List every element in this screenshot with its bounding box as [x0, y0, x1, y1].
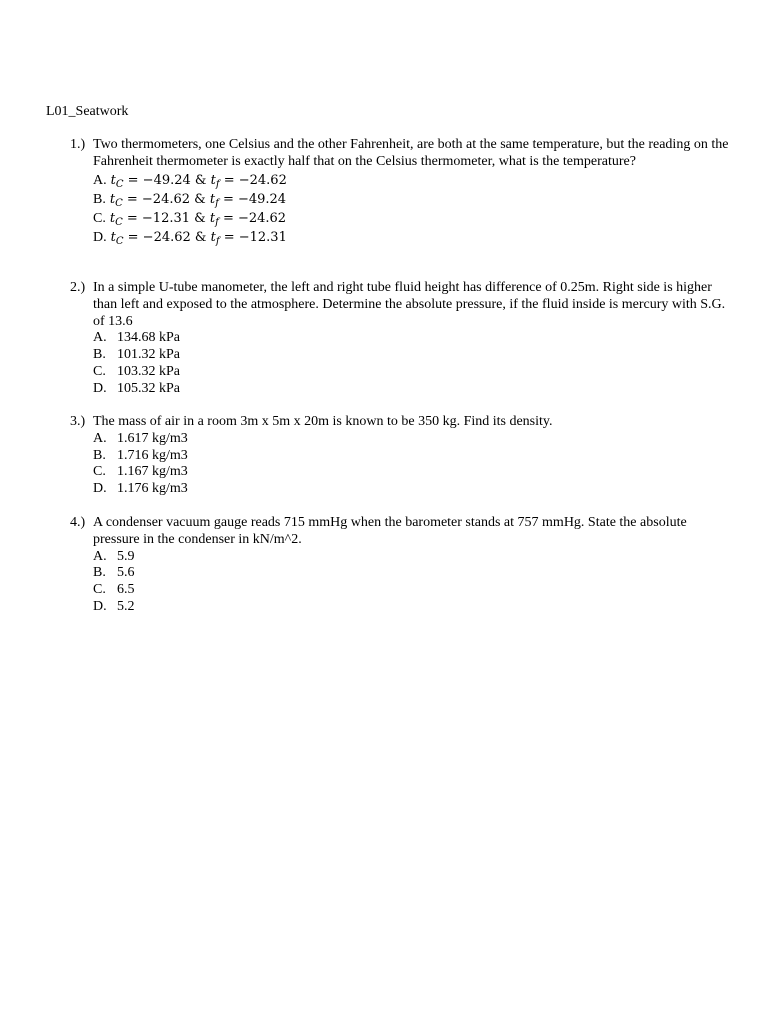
- answer-option-c: [93, 582, 730, 599]
- option-text: 1.617 kg/m3: [117, 430, 188, 446]
- answer-option-d: [93, 599, 730, 616]
- option-text: 5.9: [117, 548, 135, 564]
- question-4: [70, 515, 730, 616]
- option-formula: $t_C = -24.62$ & $t_f = -12.31$: [110, 229, 287, 247]
- tc-value: = −24.62 &: [126, 191, 210, 207]
- option-letter: A.: [93, 548, 107, 564]
- question-text: Two thermometers, one Celsius and the other Fahrenheit, are both at the same temperature, but the reading on the Fahrenheit thermometer is exactly half that on the Celsius thermometer, what is the temperature?: [93, 137, 729, 169]
- question-2-header: [70, 280, 730, 330]
- tc-value: = −24.62 &: [127, 229, 211, 245]
- question-text: A condenser vacuum gauge reads 715 mmHg when the barometer stands at 757 mmHg. State the absolute pressure in the condenser in kN/m^2.: [93, 515, 687, 547]
- option-text: 5.2: [117, 598, 135, 614]
- answer-option-b: [93, 565, 730, 582]
- question-3: [70, 414, 730, 498]
- option-text: 1.176 kg/m3: [117, 481, 188, 497]
- question-number: 4.): [70, 515, 86, 530]
- answer-option-d: [93, 381, 730, 398]
- question-number: 1.): [70, 137, 86, 152]
- option-letter: C.: [93, 464, 106, 480]
- option-letter: C.: [93, 363, 106, 379]
- option-text: 5.6: [117, 565, 135, 581]
- question-text: In a simple U-tube manometer, the left and right tube fluid height has difference of 0.25m. Right side is higher than left and exposed to the atmosphere. Determine the absolute pressure, if the fluid inside is mercury with S.G. of 13.6: [93, 280, 726, 329]
- question-number: 2.): [70, 280, 86, 295]
- option-text: 6.5: [117, 582, 135, 598]
- option-text: 101.32 kPa: [117, 347, 180, 363]
- tc-value: = −12.31 &: [126, 210, 210, 226]
- question-4-header: [70, 515, 730, 549]
- tf-value: = −24.62: [223, 172, 287, 188]
- option-letter: B.: [93, 347, 106, 363]
- option-formula: $t_C = -12.31$ & $t_f = -24.62$: [109, 210, 287, 228]
- option-text: 1.716 kg/m3: [117, 447, 188, 463]
- answer-options: [70, 330, 730, 397]
- answer-options: [70, 431, 730, 498]
- option-letter: A.: [93, 172, 107, 188]
- option-letter: D.: [93, 229, 107, 245]
- tc-value: = −49.24 &: [127, 172, 211, 188]
- option-letter: B.: [93, 565, 106, 581]
- answer-option-c: [93, 364, 730, 381]
- question-number: 3.): [70, 414, 86, 429]
- answer-option-a: [93, 549, 730, 566]
- document-title: L01_Seatwork: [46, 104, 129, 119]
- answer-option-b: [93, 347, 730, 364]
- option-text: 1.167 kg/m3: [117, 464, 188, 480]
- answer-options: [70, 549, 730, 616]
- answer-option-a: [93, 330, 730, 347]
- option-text: 134.68 kPa: [117, 330, 180, 346]
- option-letter: D.: [93, 598, 107, 614]
- option-letter: C.: [93, 582, 106, 598]
- option-letter: A.: [93, 330, 107, 346]
- option-letter: A.: [93, 430, 107, 446]
- option-formula: $t_C = -24.62$ & $t_f = -49.24$: [109, 191, 287, 209]
- question-2: [70, 280, 730, 398]
- answer-option-a: [93, 431, 730, 448]
- tf-value: = −24.62: [222, 210, 287, 226]
- option-formula: $t_C = -49.24$ & $t_f = -24.62$: [110, 172, 287, 190]
- answer-option-c: [93, 464, 730, 481]
- question-1-header: [70, 137, 730, 171]
- tf-value: = −49.24: [222, 191, 287, 207]
- answer-option-b: [93, 448, 730, 465]
- answer-option-d: [93, 481, 730, 498]
- option-letter: C.: [93, 210, 106, 226]
- tf-value: = −12.31: [223, 229, 287, 245]
- option-letter: B.: [93, 191, 106, 207]
- option-text: 105.32 kPa: [117, 380, 180, 396]
- question-3-header: [70, 414, 730, 431]
- answer-option-d: [93, 228, 730, 247]
- option-letter: D.: [93, 481, 107, 497]
- option-letter: B.: [93, 447, 106, 463]
- answer-option-a: [93, 171, 730, 190]
- answer-options: [70, 171, 730, 247]
- answer-option-c: [93, 209, 730, 228]
- option-letter: D.: [93, 380, 107, 396]
- question-1: [70, 137, 730, 247]
- answer-option-b: [93, 190, 730, 209]
- question-text: The mass of air in a room 3m x 5m x 20m is known to be 350 kg. Find its density.: [93, 414, 553, 429]
- option-text: 103.32 kPa: [117, 363, 180, 379]
